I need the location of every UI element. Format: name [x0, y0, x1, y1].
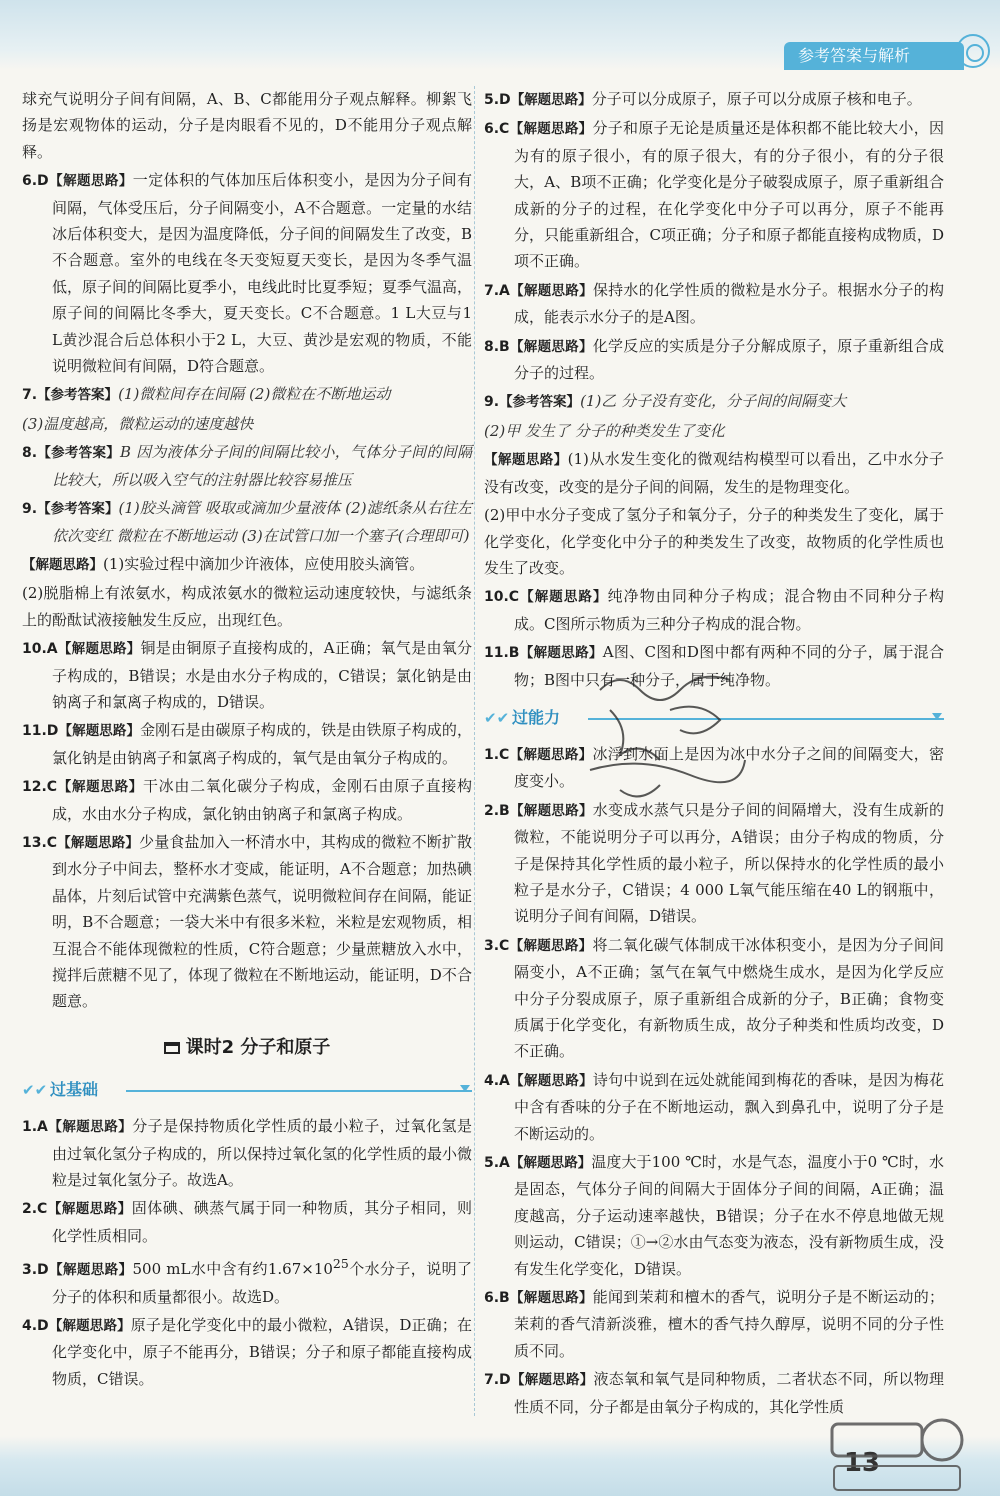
answer-number: 8.: [22, 445, 38, 462]
answer-text: (1)乙 分子没有变化，分子间的间隔变大: [580, 392, 847, 411]
answer-13: [22, 829, 472, 1015]
answer-number: 1.C: [484, 746, 510, 763]
answer-tag: 【解题思路】: [509, 121, 593, 138]
answer-number: 2.C: [22, 1201, 48, 1218]
answer-number: 11.D: [22, 723, 59, 740]
answer-number: 9.: [22, 501, 38, 518]
answer-10: [22, 635, 472, 715]
answer-text: (1)从水发生变化的微观结构模型可以看出，乙中水分子没有改变，改变的是分子间的间隔，发生的是物理变化。: [484, 450, 945, 496]
answer-text: 分子和原子无论是质量还是体积都不能比较大小，因为有的原子很小，有的原子很大，有的分子很小，有的分子很大，A、B项不正确；化学变化是分子破裂成原子，原子重新组合成新的分子的过程，在化学变化中分子可以再分，原子不能再分，只能重新组合，C项正确；分子和原子都能直接构成物质，D项不正确。: [514, 119, 944, 271]
answer-text: 化学反应的实质是分子分解成原子，原子重新组合成分子的过程。: [514, 336, 944, 383]
basic-1: [22, 1113, 472, 1193]
answer-number: 6.D: [22, 173, 49, 190]
answer-number: 12.C: [22, 779, 58, 796]
answer-text: 少量食盐加入一杯清水中，其构成的微粒不断扩散到水分子中间去，整杯水才变咸，能证明，A不合题意；加热碘晶体，片刻后试管中充满紫色蒸气，说明微粒间存在间隔，能证明，B不合题意；一袋大米中有很多米粒，米粒是宏观物质，相互混合不能体现微粒的性质，C符合题意；少量蔗糖放入水中，搅拌后蔗糖不见了，体现了微粒在不断地运动，能证明，D不合题意。: [52, 832, 473, 1011]
wing-icon: ✔✔: [22, 1081, 48, 1100]
answer-number: 5.D: [484, 92, 511, 108]
answer-tag: 【解题思路】: [57, 641, 141, 658]
answer-9-analysis: [22, 551, 472, 578]
answer-tag: 【解题思路】: [509, 338, 593, 355]
answer-number: 10.A: [22, 641, 58, 658]
answer-tag: 【解题思路】: [509, 1072, 593, 1089]
lesson-title: [22, 1035, 472, 1061]
answer-text: 纯净物由同种分子构成；混合物由不同种分子构成。C图所示物质为三种分子构成的混合物。: [514, 587, 944, 633]
answer-tag: 【参考答案】: [499, 394, 581, 411]
answer-text: 500 mL水中含有约1.67×10: [132, 1260, 333, 1279]
answer-tag: 【解题思路】: [47, 1201, 132, 1218]
answer-tag: 【解题思路】: [519, 589, 608, 606]
answer-number: 9.: [484, 394, 500, 411]
answer-text: 一定体积的气体加压后体积变小，是因为分子间有间隔，气体受压后，分子间隔变小，A不合题意。一定量的水结冰后体积变大，是因为温度降低，分子间的间隔发生了改变，B不合题意。室外的电线在冬天变短夏天变长，是因为冬季气温低，原子间的间隔比夏季小，电线此时比夏季短；夏季气温高，原子间的间隔比冬季大，夏天变长。C不合题意。1 L大豆与1 L黄沙混合后总体积小于2 L，大豆、黄沙是宏观的物质，不能说明微粒间有间隔，D符合题意。: [52, 171, 473, 376]
answer-tag: 【参考答案】: [37, 501, 119, 518]
page-number: 13: [843, 1448, 880, 1478]
answer-number: 13.C: [22, 834, 58, 851]
lesson-title-text: 课时2 分子和原子: [185, 1036, 331, 1058]
answer-7: [22, 381, 472, 408]
answer-number: 3.D: [22, 1262, 49, 1279]
section-basic: [22, 1073, 472, 1107]
answer-text: 液态氧和氧气是同种物质，二者状态不同，所以物理性质不同，分子都是由氧分子构成的，其化学性质: [514, 1370, 944, 1416]
answer-number: 11.B: [484, 645, 520, 662]
book-icon: [164, 1042, 180, 1054]
answer-number: 2.B: [484, 802, 510, 819]
section-ability: [484, 701, 944, 735]
section-basic-label: 过基础: [50, 1080, 99, 1100]
answer-8: [22, 439, 472, 493]
answer-text: (1)胶头滴管 吸取或滴加少量液体 (2)滤纸条从右往左依次变红 微粒在不断地运动 (3)在试管口加一个塞子(合理即可): [52, 499, 472, 545]
answer-r6: [484, 115, 944, 274]
answer-tag: 【解题思路】: [57, 834, 140, 851]
answer-text: (1)微粒间存在间隔 (2)微粒在不断地运动: [118, 385, 391, 404]
spiral-logo-icon: [956, 34, 990, 68]
answer-tag: 【解题思路】: [509, 282, 593, 299]
answer-number: 4.A: [484, 1072, 510, 1089]
answer-r9-cont: (2)甲 发生了 分子的种类发生了变化: [484, 421, 725, 440]
answer-number: 4.D: [22, 1318, 49, 1335]
answer-tag: 【解题思路】: [22, 556, 103, 573]
intro-paragraph: 球充气说明分子间有间隔，A、B、C都能用分子观点解释。柳絮飞扬是宏观物体的运动，分子是肉眼看不见的，D不能用分子观点解释。: [22, 90, 472, 161]
basic-4: [22, 1312, 472, 1392]
column-divider: [474, 86, 475, 1416]
answer-6: [22, 167, 472, 379]
answer-number: 7.A: [484, 282, 510, 299]
answer-number: 10.C: [484, 589, 520, 606]
answer-tag: 【解题思路】: [519, 645, 603, 662]
answer-tag: 【解题思路】: [509, 746, 593, 763]
right-column: [484, 86, 944, 1422]
answer-tag: 【解题思路】: [509, 802, 593, 819]
answer-7-cont: (3)温度越高，微粒运动的速度越快: [22, 414, 254, 433]
answer-text: 水变成水蒸气只是分子间的间隔增大，没有生成新的微粒，不能说明分子可以再分，A错误；由分子构成的物质，分子是保持其化学性质的最小粒子，所以保持水的化学性质的最小粒子是水分子，C错误；4 000 L氧气能压缩在40 L的钢瓶中，说明分子间有间隔，D错误。: [514, 800, 944, 926]
answer-9: [22, 495, 472, 549]
answer-number: 5.A: [484, 1155, 510, 1172]
answer-number: 3.C: [484, 937, 510, 954]
answer-tag: 【解题思路】: [509, 937, 593, 954]
answer-text: 温度大于100 ℃时，水是气态，温度小于0 ℃时，水是固态，气体分子间的间隔大于固体分子间的间隔，A正确；温度越高，分子运动速率越快，B错误；分子在水不停息地做无规则运动，C错误；①→②水由气态变为液态，没有新物质生成，没有发生化学变化，D错误。: [514, 1153, 944, 1278]
header-label: 参考答案与解析: [784, 42, 964, 70]
section-rule: [588, 718, 944, 720]
answer-text: 分子是保持物质化学性质的最小粒子，过氧化氢是由过氧化氢分子构成的，所以保持过氧化氢的化学性质的最小微粒是过氧化氢分子。故选A。: [52, 1117, 473, 1190]
basic-2: [22, 1195, 472, 1249]
answer-11: [22, 717, 472, 771]
answer-9-analysis-2: (2)脱脂棉上有浓氨水，构成浓氨水的微粒运动速度较快，与滤纸条上的酚酞试液接触发生反应，出现红色。: [22, 584, 472, 629]
wing-icon: ✔✔: [484, 708, 510, 727]
triangle-down-icon: [460, 1085, 470, 1092]
triangle-down-icon: [932, 713, 942, 720]
answer-number: 7.D: [484, 1372, 511, 1389]
answer-tag: 【解题思路】: [509, 1155, 592, 1172]
answer-tag: 【解题思路】: [57, 779, 143, 796]
answer-tag: 【解题思路】: [58, 723, 141, 740]
answer-r9-analysis-2: (2)甲中水分子变成了氢分子和氧分子，分子的种类发生了变化，属于化学变化，化学变化中分子的种类发生了改变，故物质的化学性质也发生了改变。: [484, 506, 944, 577]
answer-r10: [484, 583, 944, 637]
answer-tag: 【解题思路】: [509, 1290, 593, 1307]
answer-r7: [484, 277, 944, 331]
ability-2: [484, 797, 944, 930]
answer-r9: [484, 388, 944, 415]
answer-tag: 【解题思路】: [48, 1318, 131, 1335]
answer-text: 分子可以分成原子，原子可以分成原子核和电子。: [591, 90, 922, 108]
answer-text: 干冰由二氧化碳分子构成，金刚石由原子直接构成，水由水分子构成，氯化钠由钠离子和氯离子构成。: [52, 777, 472, 823]
left-column: [22, 86, 472, 1394]
answer-tag: 【参考答案】: [37, 387, 119, 404]
answer-text: 固体碘、碘蒸气属于同一种物质，其分子相同，则化学性质相同。: [52, 1199, 472, 1245]
answer-tag: 【解题思路】: [510, 1372, 594, 1389]
site-logo-watermark: [822, 1412, 972, 1496]
answer-tag: 【解题思路】: [484, 452, 568, 469]
answer-text: 原子是化学变化中的最小微粒，A错误，D正确；在化学变化中，原子不能再分，B错误；分子和原子都能直接构成物质，C错误。: [52, 1316, 472, 1388]
answer-r5: [484, 86, 944, 113]
answer-number: 6.C: [484, 121, 510, 138]
ability-3: [484, 932, 944, 1065]
section-ability-label: 过能力: [512, 707, 561, 727]
answer-r9-analysis: [484, 446, 944, 500]
answer-text: 个水分子，说明了分子的体积和质量都很小。故选D。: [52, 1260, 472, 1306]
answer-text: 冰浮到水面上是因为冰中水分子之间的间隔变大，密度变小。: [514, 744, 944, 791]
exponent: 25: [332, 1256, 349, 1272]
answer-r8: [484, 333, 944, 387]
answer-12: [22, 773, 472, 827]
answer-text: 能闻到茉莉和檀木的香气，说明分子是不断运动的；茉莉的香气清新淡雅，檀木的香气持久醇厚，说明不同的分子性质不同。: [514, 1288, 944, 1360]
answer-text: 保持水的化学性质的微粒是水分子。根据水分子的构成，能表示水分子的是A图。: [514, 280, 944, 327]
answer-r11: [484, 639, 944, 693]
answer-tag: 【解题思路】: [48, 173, 133, 190]
answer-text: 诗句中说到在远处就能闻到梅花的香味，是因为梅花中含有香味的分子在不断地运动，飘入到鼻孔中，说明了分子是不断运动的。: [514, 1070, 944, 1143]
answer-tag: 【解题思路】: [48, 1262, 133, 1279]
answer-tag: 【解题思路】: [510, 92, 592, 108]
answer-text: B 因为液体分子间的间隔比较小，气体分子间的间隔比较大，所以吸入空气的注射器比较容易推压: [52, 443, 473, 489]
basic-3: [22, 1251, 472, 1310]
answer-number: 7.: [22, 387, 38, 404]
ability-6: [484, 1284, 944, 1364]
ability-1: [484, 741, 944, 795]
answer-text: 金刚石是由碳原子构成的，铁是由铁原子构成的，氯化钠是由钠离子和氯离子构成的，氧气是由氧分子构成的。: [52, 721, 472, 767]
answer-tag: 【参考答案】: [37, 445, 121, 462]
answer-text: A图、C图和D图中都有两种不同的分子，属于混合物；B图中只有一种分子，属于纯净物。: [514, 643, 944, 689]
ability-5: [484, 1149, 944, 1282]
answer-text: 将二氧化碳气体制成干冰体积变小，是因为分子间间隔变小，A不正确；氢气在氧气中燃烧生成水，是因为化学反应中分子分裂成原子，原子重新组合成新的分子，B正确；食物变质属于化学变化，有新物质生成，故分子种类和性质均改变，D不正确。: [514, 935, 944, 1061]
answer-number: 1.A: [22, 1119, 48, 1136]
answer-number: 6.B: [484, 1290, 510, 1307]
answer-number: 8.B: [484, 338, 510, 355]
answer-text: (1)实验过程中滴加少许液体，应使用胶头滴管。: [103, 554, 425, 573]
ability-4: [484, 1067, 944, 1147]
section-rule: [126, 1090, 472, 1092]
answer-tag: 【解题思路】: [47, 1119, 133, 1136]
answer-text: 铜是由铜原子直接构成的，A正确；氧气是由氧分子构成的，B错误；水是由水分子构成的，C错误；氯化钠是由钠离子和氯离子构成的，D错误。: [52, 639, 473, 711]
